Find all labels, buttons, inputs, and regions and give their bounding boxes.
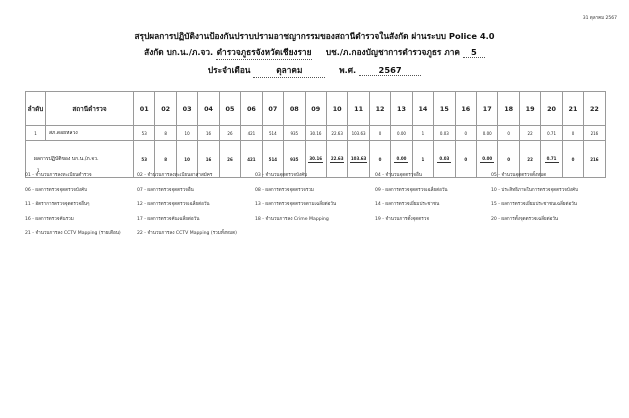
col-header-03: 03 — [176, 92, 197, 126]
cell-18: 0 — [498, 126, 519, 141]
col-header-05: 05 — [219, 92, 240, 126]
legend-item: 19 - จำนวนการตั้งจุดตรวจ — [375, 216, 430, 222]
results-table — [25, 91, 606, 178]
summary-cell-15 — [434, 141, 455, 178]
cell-05: 26 — [219, 126, 240, 141]
summary-value: 22.63 — [330, 155, 344, 161]
summary-value: 0.00 — [394, 156, 408, 163]
col-header-01: 01 — [134, 92, 155, 126]
col-header-13: 13 — [391, 92, 412, 126]
cell-20: 0.71 — [541, 126, 562, 141]
report-title: สรุปผลการปฏิบัติงานป้องกันปราบปรามอาชญากรรมของสถานีตำรวจในสังกัด ผ่านระบบ Police 4.0 — [134, 31, 495, 41]
summary-cell-05 — [219, 141, 240, 178]
cell-16: 0 — [455, 126, 476, 141]
cell-19: 22 — [519, 126, 540, 141]
summary-value: 421 — [247, 156, 256, 162]
legend-item: 21 - จำนวนการลง CCTV Mapping (รายเดือน) — [25, 231, 121, 236]
col-header-station: สถานีตำรวจ — [46, 92, 134, 126]
report-subtitle — [0, 45, 629, 60]
summary-value: 0.03 — [437, 156, 451, 163]
summary-value: 0 — [507, 156, 511, 162]
col-header-11: 11 — [348, 92, 369, 126]
summary-value: 935 — [290, 156, 299, 162]
legend-item: 07 - ผลการตรวจจุดตรวจอื่น — [137, 187, 194, 193]
legend-item: 12 - ผลการตรวจจุดตรวจเฉลี่ยต่อวัน — [137, 202, 210, 207]
summary-value: 0.71 — [545, 156, 559, 163]
col-header-17: 17 — [477, 92, 498, 126]
summary-value: 30.16 — [309, 155, 323, 161]
legend-item: 09 - ผลการตรวจจุดตรวจเฉลี่ยต่อวัน — [375, 187, 448, 193]
cell-15: 0.03 — [434, 126, 455, 141]
summary-value: 26 — [227, 156, 233, 162]
legend-item: 01 - จำนวนการลงทะเบียนตำรวจ — [25, 173, 92, 178]
summary-cell-10 — [326, 141, 347, 178]
legend-item: 13 - ผลการตรวจจุดตรวจตามเฉลี่ยต่อวัน — [255, 202, 337, 207]
summary-value: 103.63 — [350, 155, 367, 161]
legend-item: 02 - จำนวนการลงทะเบียนอาสาสมัคร — [137, 173, 213, 178]
summary-cell-22 — [584, 141, 605, 178]
summary-cell-16 — [455, 141, 476, 178]
cell-10: 22.63 — [326, 126, 347, 141]
summary-cell-21 — [562, 141, 583, 178]
legend-item: 18 - จำนวนการลง Crime Mapping — [255, 216, 329, 222]
col-header-21: 21 — [562, 92, 583, 126]
summary-value: 1 — [421, 156, 425, 162]
cell-11: 103.63 — [348, 126, 369, 141]
col-header-seq: ลำดับ — [26, 92, 46, 126]
cell-21: 0 — [562, 126, 583, 141]
page-date: 31 ตุลาคม 2567 — [582, 16, 617, 21]
cell-01: 53 — [134, 126, 155, 141]
col-header-10: 10 — [326, 92, 347, 126]
month-value: ตุลาคม — [253, 63, 325, 78]
col-header-06: 06 — [241, 92, 262, 126]
cell-22: 216 — [584, 126, 605, 141]
legend-item: 16 - ผลการตรวจค้นรวม — [25, 216, 74, 222]
col-header-04: 04 — [198, 92, 219, 126]
col-header-02: 02 — [155, 92, 176, 126]
table-header-row — [26, 92, 606, 126]
summary-cell-11 — [348, 141, 369, 178]
summary-label: ผลการปฏิบัติของ บก.น./ภ.จว. — [34, 156, 99, 162]
year-value: 2567 — [359, 65, 421, 76]
cell-09: 30.16 — [305, 126, 326, 141]
legend-item: 20 - ผลการตั้งจุดตรวจเฉลี่ยต่อวัน — [491, 216, 559, 222]
col-header-18: 18 — [498, 92, 519, 126]
legend-item: 14 - ผลการตรวจเยี่ยมประชาชน — [375, 202, 440, 207]
row-seq: 1 — [26, 126, 46, 141]
legend-item: 04 - จำนวนจุดตรวจอื่น — [375, 173, 422, 178]
cell-14: 1 — [412, 126, 433, 141]
summary-value: 8 — [164, 156, 168, 162]
col-header-22: 22 — [584, 92, 605, 126]
unit-label: สังกัด บก.น./ภ.จว. — [144, 47, 214, 57]
summary-value: 22 — [527, 156, 533, 162]
cell-12: 0 — [369, 126, 390, 141]
col-header-08: 08 — [284, 92, 305, 126]
summary-value: 53 — [141, 156, 147, 162]
region-value: 5 — [463, 47, 485, 58]
summary-value: 0 — [571, 156, 575, 162]
legend-item: 11 - อัตราการตรวจจุดตรวจอื่นๆ — [25, 202, 90, 207]
summary-value: 0 — [378, 156, 382, 162]
region-label: บช./ภ.กองบัญชาการตำรวจภูธร ภาค — [325, 47, 460, 57]
col-header-16: 16 — [455, 92, 476, 126]
cell-06: 421 — [241, 126, 262, 141]
row-station: สภ.ดอยหลวง — [46, 126, 134, 141]
col-header-19: 19 — [519, 92, 540, 126]
report-period — [0, 63, 629, 78]
col-header-09: 09 — [305, 92, 326, 126]
summary-value: 216 — [590, 156, 599, 162]
col-header-14: 14 — [412, 92, 433, 126]
table-row — [26, 126, 606, 141]
province-value: ตำรวจภูธรจังหวัดเชียงราย — [216, 45, 312, 60]
cell-02: 8 — [155, 126, 176, 141]
summary-value: 514 — [268, 156, 278, 162]
col-header-20: 20 — [541, 92, 562, 126]
legend-item: 15 - ผลการตรวจเยี่ยมประชาชนเฉลี่ยต่อวัน — [491, 202, 577, 207]
legend-item: 17 - ผลการตรวจค้นเฉลี่ยต่อวัน — [137, 216, 200, 222]
cell-03: 10 — [176, 126, 197, 141]
summary-cell-09 — [305, 141, 326, 178]
month-label: ประจำเดือน — [207, 65, 251, 75]
cell-07: 514 — [262, 126, 283, 141]
cell-04: 16 — [198, 126, 219, 141]
cell-17: 0.00 — [477, 126, 498, 141]
legend-item: 05 - จำนวนจุดตรวจตั้งหมด — [491, 173, 547, 178]
year-label: พ.ศ. — [339, 65, 357, 75]
summary-value: 0 — [464, 156, 468, 162]
summary-value: 16 — [205, 156, 212, 162]
summary-value: 0.00 — [480, 156, 494, 163]
legend-item: 22 - จำนวนการลง CCTV Mapping (รวมทั้งหมด) — [137, 231, 237, 236]
legend-item: 06 - ผลการตรวจจุดตรวจบังคับ — [25, 187, 88, 193]
legend-item: 08 - ผลการตรวจจุดตรวจรวม — [255, 187, 314, 193]
col-header-15: 15 — [434, 92, 455, 126]
summary-seq: 1 — [37, 168, 40, 173]
col-header-07: 07 — [262, 92, 283, 126]
legend-item: 10 - ประสิทธิภาพในการตรวจจุดตรวจบังคับ — [491, 187, 579, 193]
cell-08: 935 — [284, 126, 305, 141]
cell-13: 0.00 — [391, 126, 412, 141]
legend-item: 03 - จำนวนจุดตรวจบังคับ — [255, 173, 308, 178]
col-header-12: 12 — [369, 92, 390, 126]
summary-value: 10 — [184, 156, 190, 162]
